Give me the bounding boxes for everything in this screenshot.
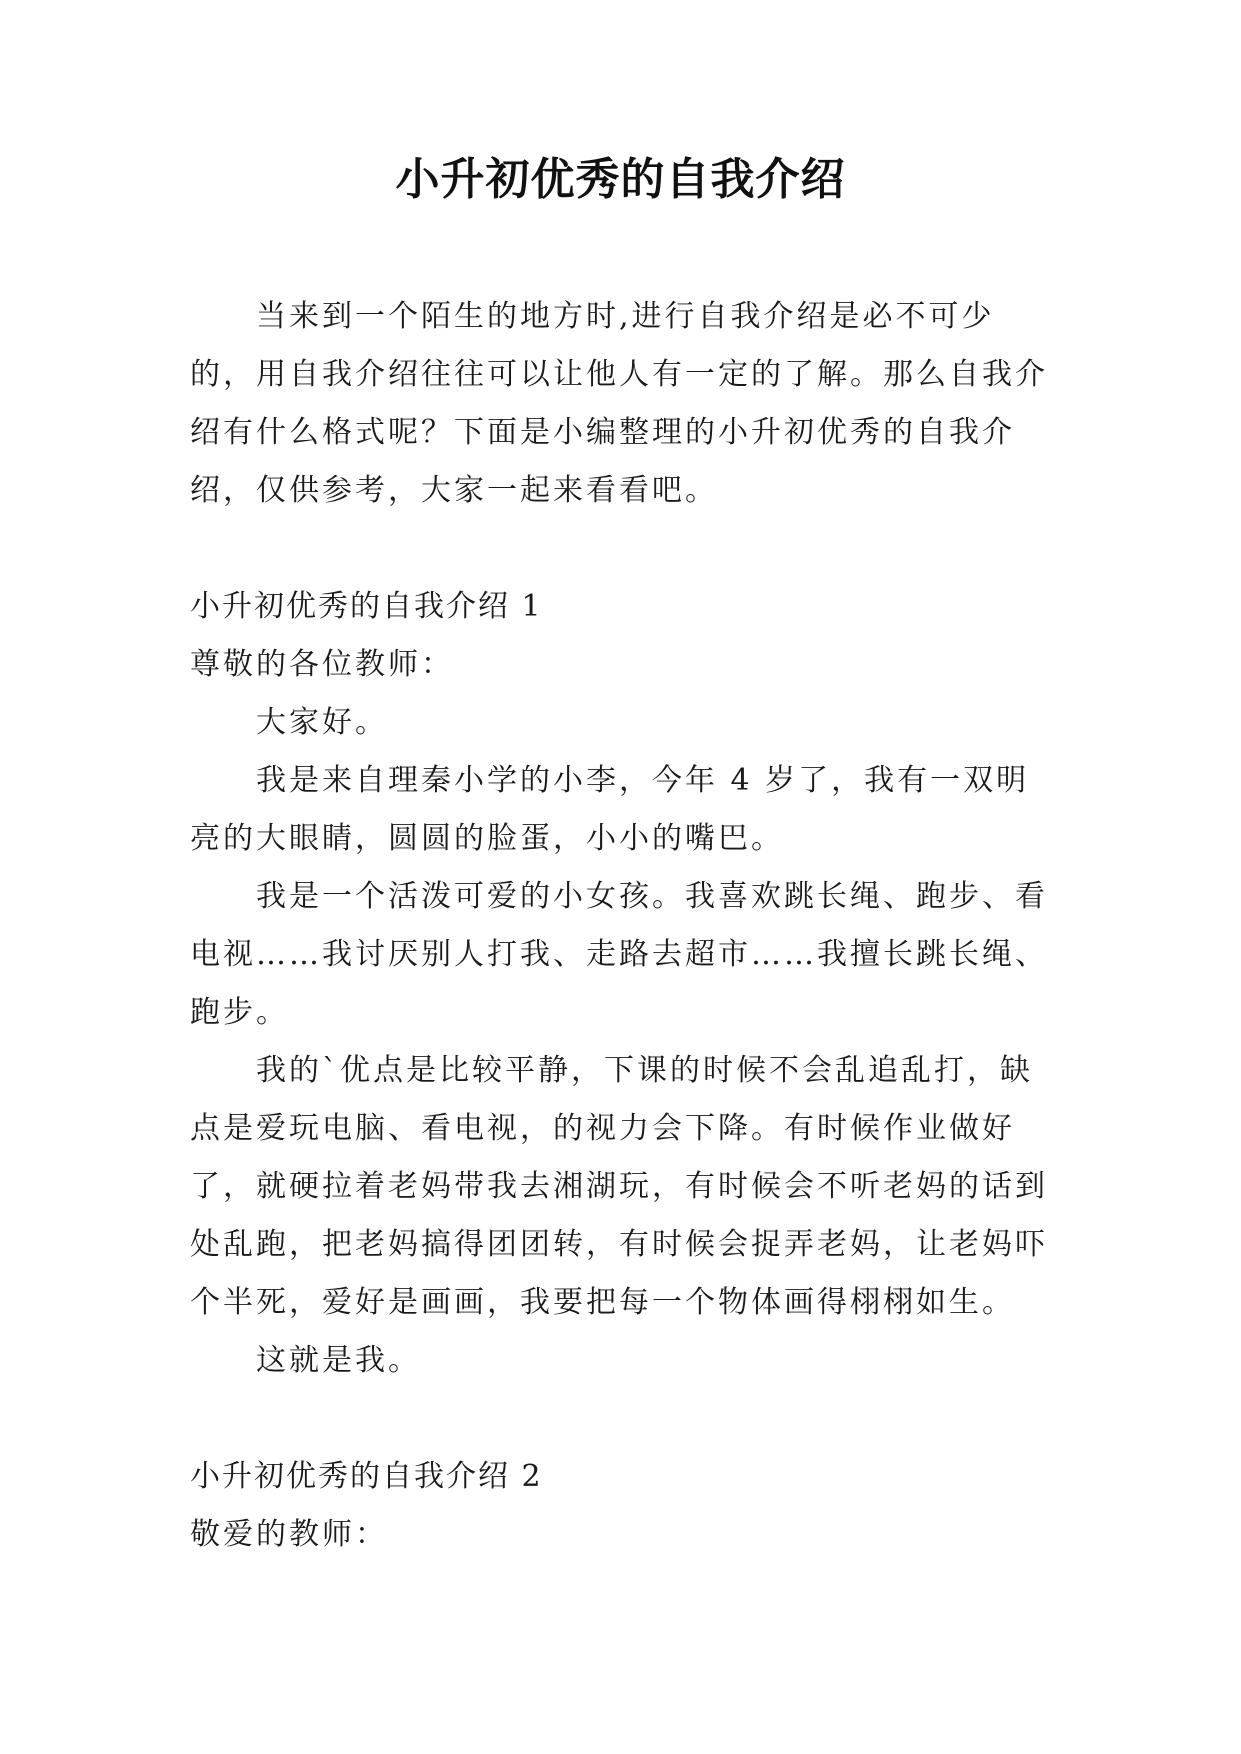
section-1-paragraph-3: 我是一个活泼可爱的小女孩。我喜欢跳长绳、跑步、看电视……我讨厌别人打我、走路去超市……我擅长跳长绳、跑步。 — [190, 879, 1048, 1030]
section-1-salutation: 尊敬的各位教师： — [190, 647, 454, 682]
document-body — [190, 288, 1050, 1564]
section-1-paragraph-1: 大家好。 — [256, 705, 388, 740]
section-2-heading: 小升初优秀的自我介绍 2 — [190, 1459, 543, 1494]
section-2-salutation: 敬爱的教师： — [190, 1517, 388, 1552]
section-1-paragraph-4: 我的`优点是比较平静，下课的时候不会乱追乱打，缺点是爱玩电脑、看电视，的视力会下降。有时候作业做好了，就硬拉着老妈带我去湘湖玩，有时候会不听老妈的话到处乱跑，把老妈搞得团团转，有时候会捉弄老妈，让老妈吓个半死，爱好是画画，我要把每一个物体画得栩栩如生。 — [190, 1053, 1048, 1320]
document-title: 小升初优秀的自我介绍 — [395, 154, 846, 205]
section-1-paragraph-2: 我是来自理秦小学的小李，今年 4 岁了，我有一双明亮的大眼睛，圆圆的脸蛋，小小的嘴巴。 — [190, 763, 1030, 856]
intro-paragraph: 当来到一个陌生的地方时,进行自我介绍是必不可少的，用自我介绍往往可以让他人有一定的了解。那么自我介绍有什么格式呢？下面是小编整理的小升初优秀的自我介绍，仅供参考，大家一起来看看吧。 — [190, 299, 1048, 508]
section-1-heading: 小升初优秀的自我介绍 1 — [190, 589, 543, 624]
section-1-paragraph-5: 这就是我。 — [256, 1343, 421, 1378]
